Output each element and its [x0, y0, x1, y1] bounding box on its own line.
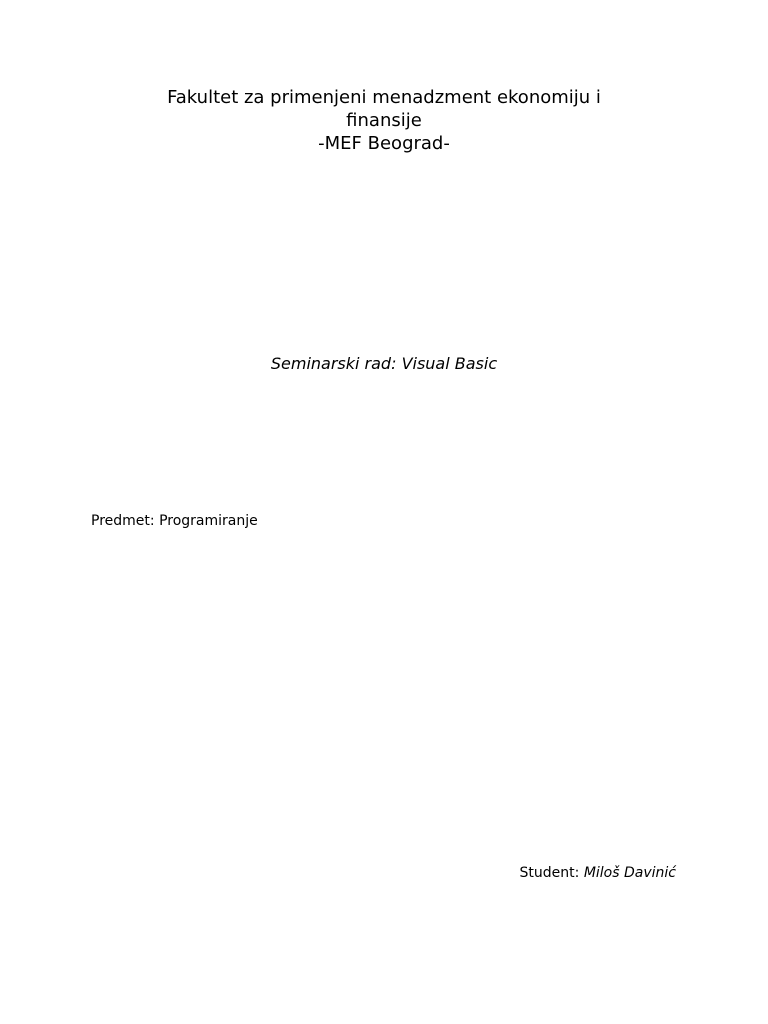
student-name: Miloš Davinić [583, 865, 676, 881]
student-label: Student: [519, 865, 584, 881]
seminar-title: Seminarski rad: Visual Basic [270, 354, 498, 373]
faculty-abbreviation: -MEF Beograd- [318, 133, 450, 154]
faculty-header [90, 86, 678, 155]
faculty-name-line-2: finansije [346, 110, 422, 131]
faculty-name-line-1: Fakultet za primenjeni menadzment ekonomiju i [167, 87, 601, 108]
subject-label: Predmet: [91, 513, 160, 529]
student-line [520, 864, 676, 882]
subject-value: Programiranje [159, 513, 258, 529]
subject-line [91, 512, 258, 530]
